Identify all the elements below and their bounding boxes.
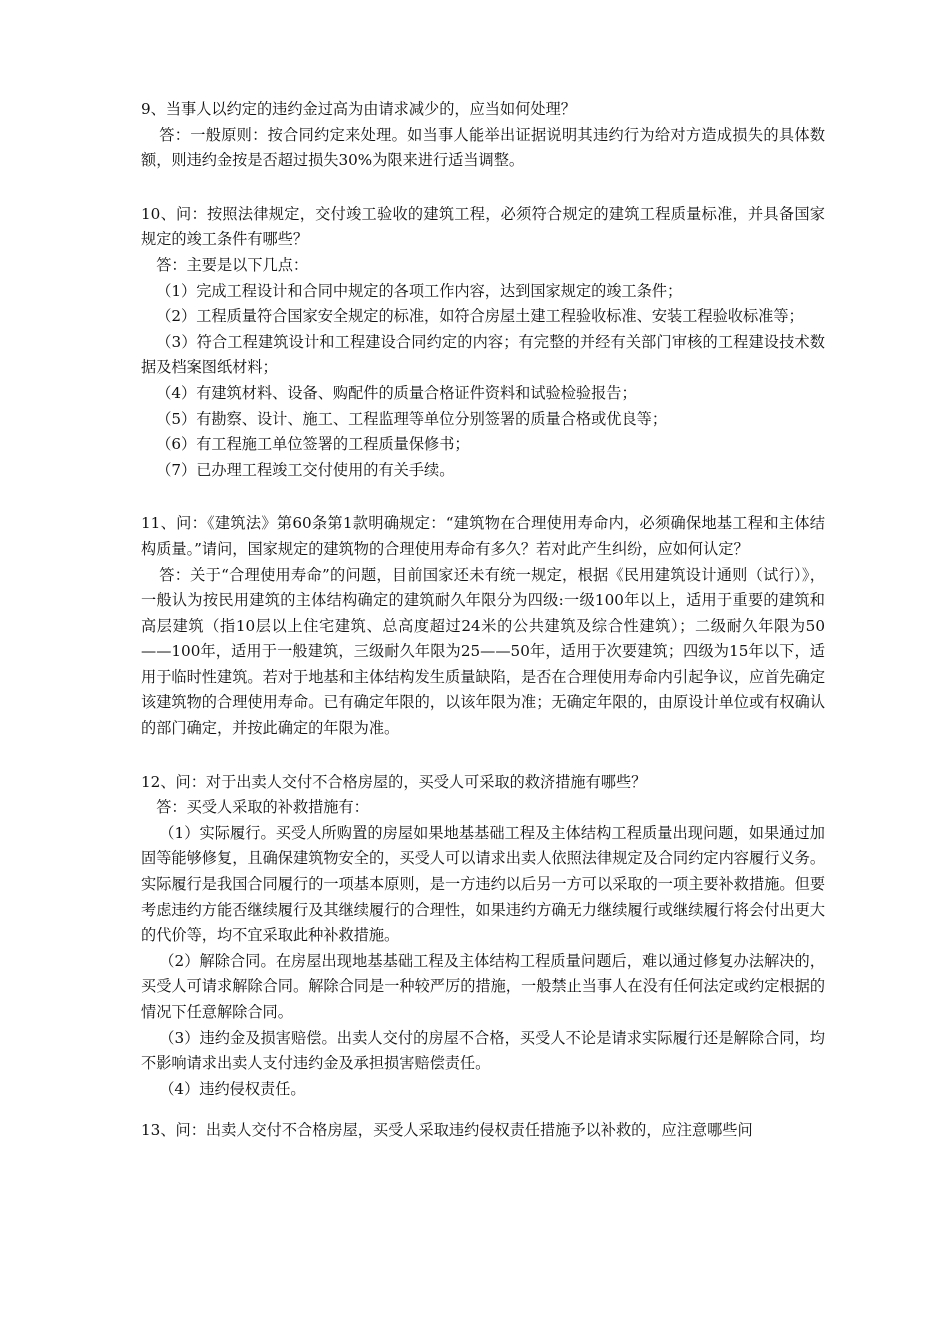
answer-10-item-7: （7）已办理工程竣工交付使用的有关手续。	[156, 460, 455, 479]
answer-10-item-2: （2）工程质量符合国家安全规定的标准，如符合房屋土建工程验收标准、安装工程验收标准等；	[156, 307, 804, 326]
question-12: 12、问：对于出卖人交付不合格房屋的，买受人可采取的救济措施有哪些？	[141, 772, 647, 791]
answer-10-item-5: （5）有勘察、设计、施工、工程监理等单位分别签署的质量合格或优良等；	[156, 409, 668, 428]
section-q10	[141, 202, 825, 484]
answer-10-item-3: （3）符合工程建筑设计和工程建设合同约定的内容；有完整的并经有关部门审核的工程建设技术数据及档案图纸材料；	[141, 332, 825, 377]
answer-9: 答：一般原则：按合同约定来处理。如当事人能举出证据说明其违约行为给对方造成损失的具体数额，则违约金按是否超过损失30%为限来进行适当调整。	[141, 125, 825, 170]
answer-12-intro: 答：买受人采取的补救措施有：	[156, 798, 369, 817]
answer-10-item-1: （1）完成工程设计和合同中规定的各项工作内容，达到国家规定的竣工条件；	[156, 281, 683, 300]
question-11: 11、问：《建筑法》第60条第1款明确规定：“建筑物在合理使用寿命内，必须确保地基工程和主体结构质量。”请问，国家规定的建筑物的合理使用寿命有多久？若对此产生纠纷，应如何认定？	[141, 514, 825, 558]
section-q13	[141, 1118, 825, 1144]
question-13: 13、问：出卖人交付不合格房屋，买受人采取违约侵权责任措施予以补救的，应注意哪些问	[141, 1121, 753, 1140]
answer-10-intro: 答：主要是以下几点：	[156, 255, 309, 274]
section-q11	[141, 511, 825, 741]
question-9: 9、当事人以约定的违约金过高为由请求减少的，应当如何处理？	[141, 100, 576, 118]
section-q9	[141, 97, 825, 174]
answer-10-item-4: （4）有建筑材料、设备、购配件的质量合格证件资料和试验检验报告；	[156, 383, 637, 402]
answer-12-item-2: （2）解除合同。在房屋出现地基基础工程及主体结构工程质量问题后，难以通过修复办法解决的，买受人可请求解除合同。解除合同是一种较严厉的措施，一般禁止当事人在没有任何法定或约定根据的情况下任意解除合同。	[141, 951, 825, 1021]
answer-12-item-4: （4）违约侵权责任。	[159, 1079, 306, 1098]
section-q12	[141, 770, 825, 1103]
document-page	[141, 97, 825, 1144]
answer-11: 答：关于“合理使用寿命”的问题，目前国家还未有统一规定，根据《民用建筑设计通则（试行）》，一般认为按民用建筑的主体结构确定的建筑耐久年限分为四级:一级100年以上，适用于重要的建筑和高层建筑（指10层以上住宅建筑、总高度超过24米的公共建筑及综合性建筑）；二级耐久年限为50——100年，适用于一般建筑，三级耐久年限为25——50年，适用于次要建筑；四级为15年以下，适用于临时性建筑。若对于地基和主体结构发生质量缺陷，是否在合理使用寿命内引起争议，应首先确定该建筑物的合理使用寿命。已有确定年限的，以该年限为准；无确定年限的，由原设计单位或有权确认的部门确定，并按此确定的年限为准。	[141, 565, 825, 738]
answer-12-item-3: （3）违约金及损害赔偿。出卖人交付的房屋不合格，买受人不论是请求实际履行还是解除合同，均不影响请求出卖人支付违约金及承担损害赔偿责任。	[141, 1028, 825, 1073]
question-10: 10、问：按照法律规定，交付竣工验收的建筑工程，必须符合规定的建筑工程质量标准，并具备国家规定的竣工条件有哪些？	[141, 204, 825, 249]
answer-12-item-1: （1）实际履行。买受人所购置的房屋如果地基基础工程及主体结构工程质量出现问题，如果通过加固等能够修复，且确保建筑物安全的，买受人可以请求出卖人依照法律规定及合同约定内容履行义务。实际履行是我国合同履行的一项基本原则，是一方违约以后另一方可以采取的一项主要补救措施。但要考虑违约方能否继续履行及其继续履行的合理性，如果违约方确无力继续履行或继续履行将会付出更大的代价等，均不宜采取此种补救措施。	[141, 823, 825, 945]
answer-10-item-6: （6）有工程施工单位签署的工程质量保修书；	[156, 435, 470, 454]
